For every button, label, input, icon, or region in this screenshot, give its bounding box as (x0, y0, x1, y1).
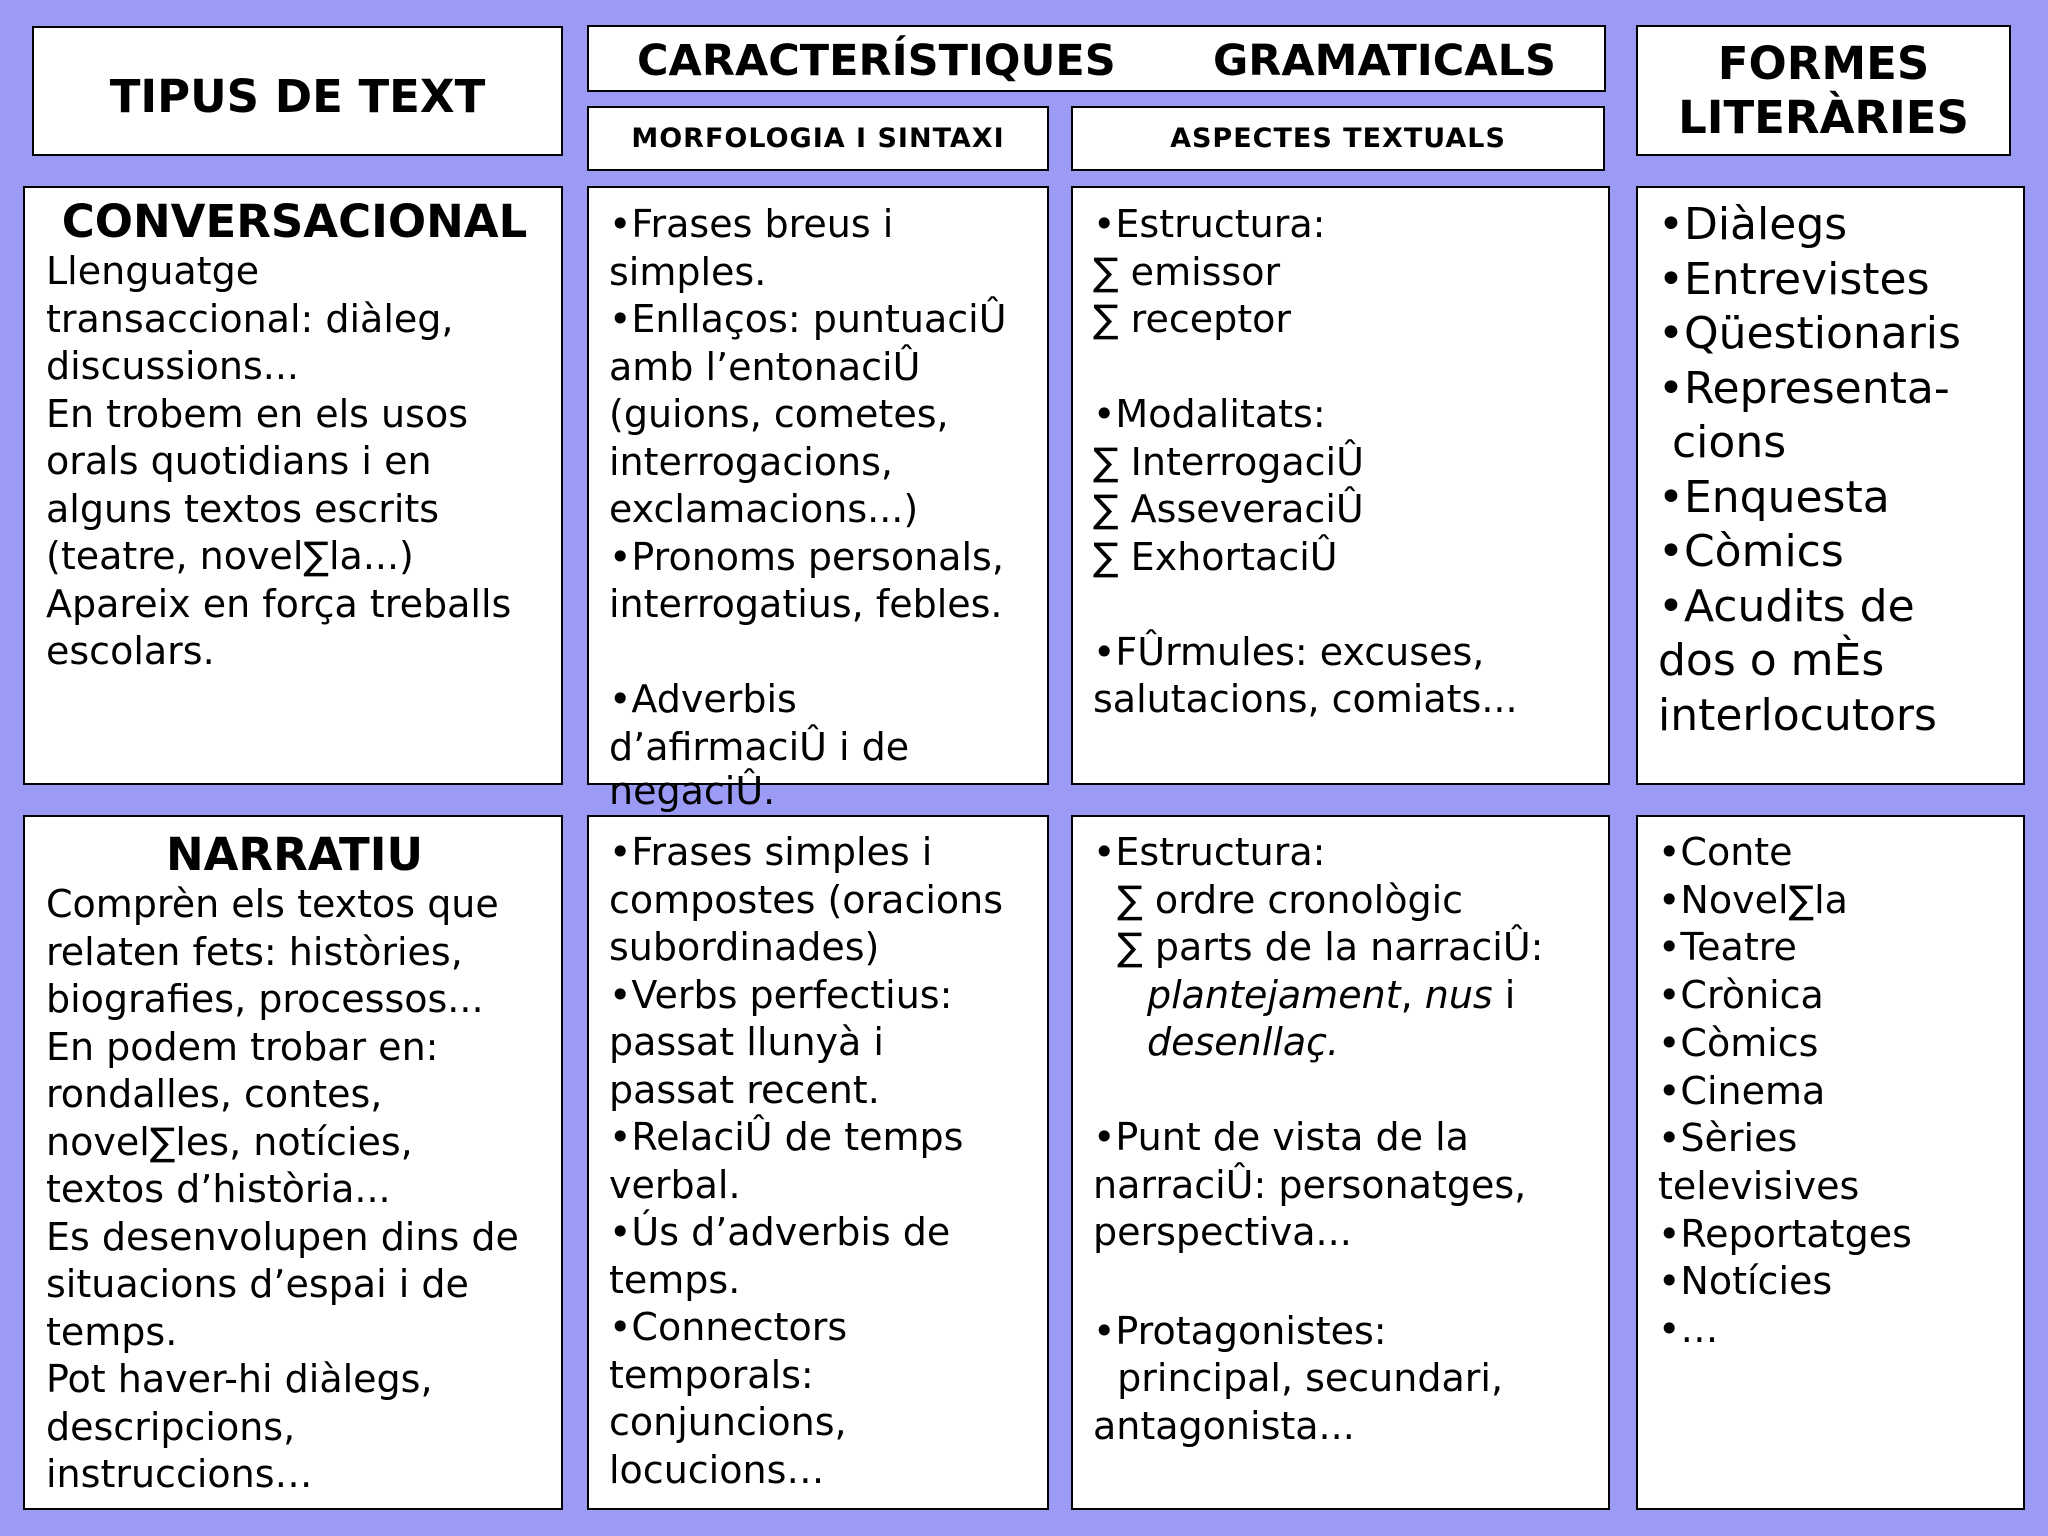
conv-asp-line: ∑ emissor (1093, 249, 1281, 294)
narr-morf-line: •RelaciÛ de temps (609, 1115, 964, 1159)
narr-morf-line: passat llunyà i (609, 1020, 884, 1064)
narr-morf-line: •Frases simples i (609, 830, 933, 874)
narr-tipus-line: biografies, processos... (46, 977, 484, 1021)
conv-asp-line: •Estructura: (1093, 202, 1326, 246)
narr-formes-line: •… (1658, 1307, 1719, 1352)
narr-asp-line: narraciÛ: personatges, (1093, 1162, 1527, 1207)
narr-tipus-line: Comprèn els textos que (46, 882, 499, 926)
conv-formes-line: •Entrevistes (1658, 253, 1930, 305)
narr-tipus-line: relaten fets: històries, (46, 929, 463, 974)
narr-morf-line: conjuncions, (609, 1400, 847, 1444)
narr-morf-line: •Ús d’adverbis de (609, 1210, 951, 1254)
conv-morf-line: (guions, cometes, (609, 392, 949, 436)
narratiu-morfologia-cell (587, 815, 1049, 1510)
conv-tipus-line: Apareix en força treballs (46, 581, 512, 626)
conv-morf-line: •Frases breus i (609, 202, 894, 246)
narr-formes-line: televisives (1658, 1163, 1860, 1208)
conv-morf-line: negaciÛ. (609, 769, 776, 813)
conv-asp-line: salutacions, comiats... (1093, 677, 1518, 721)
conv-asp-line (1093, 581, 1590, 629)
narratiu-aspectes-cell (1071, 815, 1610, 1510)
nus-text: nus (1424, 972, 1493, 1017)
narr-tipus-line: rondalles, contes, (46, 1072, 383, 1116)
conv-formes-line: •Representa- (1658, 362, 1950, 414)
conv-tipus-line: En trobem en els usos (46, 391, 468, 436)
conv-asp-line (1093, 344, 1590, 392)
header-formes-line-1: FORMES (1717, 36, 1930, 90)
narr-asp-line: ∑ parts de la narraciÛ: (1093, 925, 1544, 969)
narr-morf-line: verbal. (609, 1162, 741, 1207)
narr-morf-line: temps. (609, 1257, 741, 1302)
narratiu-formes-cell (1636, 815, 2025, 1510)
narr-asp-italic-line (1093, 972, 1590, 1020)
narr-tipus-line: Es desenvolupen dins de (46, 1214, 519, 1259)
narr-tipus-line: novel∑les, notícies, (46, 1119, 413, 1164)
narr-tipus-line: situacions d’espai i de (46, 1262, 469, 1306)
narr-formes-line: •Crònica (1658, 973, 1824, 1018)
conversacional-title: CONVERSACIONAL (61, 195, 528, 248)
narr-formes-line: •Novel∑la (1658, 877, 1848, 922)
narr-asp-line: antagonista... (1093, 1403, 1355, 1448)
conv-formes-line: •Còmics (1658, 526, 1844, 577)
desenllac-text: desenllaç. (1147, 1020, 1340, 1064)
header-tipus-label: TIPUS DE TEXT (109, 70, 486, 123)
conversacional-tipus-cell (23, 186, 563, 785)
narr-morf-line: •Connectors (609, 1305, 848, 1349)
narr-formes-line: •Reportatges (1658, 1211, 1912, 1256)
conversacional-morfologia-cell (587, 186, 1049, 813)
header-aspectes-label: ASPECTES TEXTUALS (1170, 123, 1506, 154)
header-gramaticals-label: GRAMATICALS (1213, 36, 1556, 86)
conv-formes-line: •Enquesta (1658, 471, 1890, 523)
narr-formes-line: •Notícies (1658, 1259, 1833, 1304)
conversacional-aspectes-cell (1071, 186, 1610, 785)
conv-tipus-line: Llenguatge (46, 249, 260, 293)
conv-formes-line: •Diàlegs (1658, 199, 1848, 250)
conv-asp-line: ∑ AsseveraciÛ (1093, 487, 1364, 531)
narr-morf-line: subordinades) (609, 925, 880, 969)
narr-morf-line: temporals: (609, 1352, 814, 1397)
narr-formes-line: •Teatre (1658, 925, 1797, 970)
i-text: i (1492, 972, 1516, 1017)
header-formes-literaries (1636, 25, 2011, 156)
conv-formes-line: dos o mÈs (1658, 635, 1885, 686)
narr-asp-spacer (1093, 1067, 1590, 1115)
conv-formes-line: cions (1658, 417, 1787, 468)
header-tipus-de-text (32, 26, 563, 156)
conv-tipus-line: (teatre, novel∑la...) (46, 534, 414, 578)
narr-asp-line: •Punt de vista de la (1093, 1115, 1469, 1159)
narr-asp-line: •Protagonistes: (1093, 1308, 1387, 1353)
plantejament-text: plantejament (1147, 972, 1401, 1017)
narr-asp-line: •Estructura: (1093, 830, 1326, 874)
conv-asp-line: •FÛrmules: excuses, (1093, 629, 1485, 674)
narr-formes-line: •Còmics (1658, 1020, 1819, 1065)
comma-text: , (1400, 972, 1425, 1017)
narr-formes-line: •Cinema (1658, 1068, 1826, 1113)
conv-tipus-line: orals quotidians i en (46, 439, 432, 483)
conv-asp-line: ∑ ExhortaciÛ (1093, 534, 1338, 579)
narr-tipus-line: instruccions… (46, 1452, 313, 1496)
header-aspectes (1071, 106, 1605, 171)
narr-tipus-line: textos d’història... (46, 1167, 391, 1211)
conv-tipus-line: discussions... (46, 344, 299, 388)
narratiu-title: NARRATIU (165, 828, 424, 881)
header-formes-line-2: LITERÀRIES (1678, 90, 1969, 144)
conv-morf-line: •Adverbis (609, 677, 797, 721)
conv-formes-line: •Qüestionaris (1658, 308, 1961, 359)
narr-asp-italic-line (1093, 1019, 1590, 1067)
conv-morf-line: d’afirmaciÛ i de (609, 724, 910, 769)
conv-asp-line: ∑ receptor (1093, 297, 1292, 341)
conversacional-formes-cell (1636, 186, 2025, 785)
narr-morf-line: passat recent. (609, 1067, 880, 1112)
conv-morf-line: •Enllaços: puntuaciÛ (609, 297, 1007, 341)
conv-morf-line (609, 629, 1029, 677)
conv-morf-line: simples. (609, 249, 767, 294)
header-caracteristiques (587, 25, 1606, 92)
header-caracteristiques-label: CARACTERÍSTIQUES (637, 36, 1116, 86)
conv-morf-line: amb l’entonaciÛ (609, 344, 921, 389)
narr-asp-spacer (1093, 1257, 1590, 1308)
narr-asp-line: principal, secundari, (1093, 1356, 1504, 1400)
narr-tipus-line: Pot haver-hi diàlegs, (46, 1357, 433, 1401)
narr-asp-line: perspectiva... (1093, 1210, 1352, 1254)
narr-tipus-line: descripcions, (46, 1404, 296, 1449)
narr-morf-line: compostes (oracions (609, 877, 1004, 922)
header-morfologia (587, 106, 1049, 171)
narr-tipus-line: En podem trobar en: (46, 1024, 439, 1069)
narr-morf-line: •Verbs perfectius: (609, 972, 953, 1017)
narr-asp-line: ∑ ordre cronològic (1093, 877, 1464, 922)
conv-tipus-line: escolars. (46, 629, 215, 673)
conv-formes-line: interlocutors (1658, 689, 1937, 741)
narr-tipus-line: temps. (46, 1309, 178, 1354)
narr-formes-line: •Conte (1658, 830, 1793, 874)
narr-formes-line: •Sèries (1658, 1116, 1798, 1161)
conv-morf-line: interrogatius, febles. (609, 582, 1003, 626)
conv-morf-line: interrogacions, (609, 439, 893, 484)
header-morfologia-label: MORFOLOGIA I SINTAXI (631, 123, 1005, 154)
conv-asp-line: •Modalitats: (1093, 392, 1326, 436)
conv-tipus-line: transaccional: diàleg, (46, 296, 454, 341)
conv-asp-line: ∑ InterrogaciÛ (1093, 439, 1364, 484)
narr-morf-line: locucions… (609, 1447, 825, 1492)
conv-morf-line: exclamacions...) (609, 487, 919, 531)
conv-morf-line: •Pronoms personals, (609, 534, 1004, 579)
conv-formes-line: •Acudits de (1658, 580, 1915, 632)
narratiu-tipus-cell (23, 815, 563, 1510)
conv-tipus-line: alguns textos escrits (46, 486, 440, 531)
